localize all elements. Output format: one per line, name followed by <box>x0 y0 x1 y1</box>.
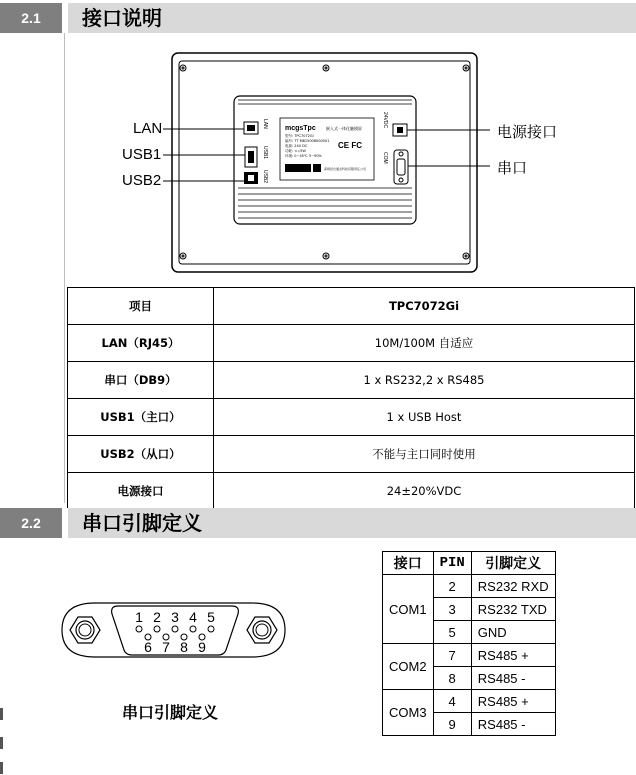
table-header-row <box>68 288 635 325</box>
table-row <box>68 436 635 473</box>
row-item: 串口（DB9） <box>68 362 214 399</box>
definition-cell: GND <box>471 621 555 644</box>
port-cell: COM3 <box>383 690 434 736</box>
pin-number: 8 <box>180 639 188 655</box>
db9-caption: 串口引脚定义 <box>122 703 219 722</box>
com-port-text: COM <box>382 152 388 164</box>
pin-number: 5 <box>207 609 215 625</box>
row-item: USB1（主口） <box>68 399 214 436</box>
row-item: USB2（从口） <box>68 436 214 473</box>
header-port: 接口 <box>383 552 434 575</box>
table-row <box>383 690 556 713</box>
pin-number: 2 <box>153 609 161 625</box>
definition-cell: RS485 + <box>471 644 555 667</box>
section-header-2-1 <box>0 3 636 33</box>
section-accent <box>62 3 68 33</box>
pin-number: 9 <box>198 639 206 655</box>
section-header-2-2 <box>0 508 636 538</box>
port-cell: COM1 <box>383 575 434 644</box>
sticker-line: 电源: 24V DC <box>285 144 308 148</box>
section-title: 串口引脚定义 <box>82 511 202 535</box>
pin-cell: 2 <box>433 575 471 598</box>
pin-definition-table <box>382 551 556 736</box>
pin-cell: 4 <box>433 690 471 713</box>
pin-cell: 7 <box>433 644 471 667</box>
usb2-label: USB2 <box>122 172 162 189</box>
cert-marks: CE FC <box>338 141 362 150</box>
header-value: TPC7072Gi <box>214 288 635 325</box>
row-value: 不能与主口同时使用 <box>214 436 635 473</box>
table-row <box>383 575 556 598</box>
pin-number: 3 <box>171 609 179 625</box>
definition-cell: RS485 - <box>471 713 555 736</box>
table-row <box>68 399 635 436</box>
sticker-line: 环境: 0~45℃ 5~90% <box>285 154 322 158</box>
power-label: 电源接口 <box>497 123 558 141</box>
usb1-label: USB1 <box>122 146 162 163</box>
section-number: 2.1 <box>0 3 62 33</box>
sticker-brand: mcgsTpc <box>285 125 316 132</box>
table-row <box>68 362 635 399</box>
row-item: LAN（RJ45） <box>68 325 214 362</box>
serial-label: 串口 <box>497 159 528 177</box>
sticker-line: 编号: TT M815008000001 <box>285 139 330 143</box>
com-port-icon <box>394 150 408 184</box>
header-item: 项目 <box>68 288 214 325</box>
pin-cell: 8 <box>433 667 471 690</box>
header-pin: PIN <box>433 552 471 575</box>
table-row <box>68 325 635 362</box>
definition-cell: RS232 RXD <box>471 575 555 598</box>
pin-cell: 9 <box>433 713 471 736</box>
port-cell: COM2 <box>383 644 434 690</box>
section-accent <box>62 508 68 538</box>
usb2-port-text: USB2 <box>262 170 268 184</box>
usb1-port-text: USB1 <box>262 146 268 160</box>
right-nut-icon <box>247 617 277 643</box>
pin-number: 4 <box>189 609 197 625</box>
pin-cell: 5 <box>433 621 471 644</box>
spec-table <box>67 287 635 510</box>
section-number: 2.2 <box>0 508 62 538</box>
pin-number: 6 <box>144 639 152 655</box>
pin-number: 7 <box>162 639 170 655</box>
row-value: 24±20%VDC <box>214 473 635 510</box>
sticker-line: 功耗: <=5W <box>285 149 306 153</box>
table-row <box>383 644 556 667</box>
row-value: 1 x USB Host <box>214 399 635 436</box>
table-row <box>68 473 635 510</box>
power-port-text: 24VDC <box>382 112 388 129</box>
lan-port-text: LAN <box>262 119 268 129</box>
margin-mark <box>0 708 3 720</box>
pin-number: 1 <box>135 609 143 625</box>
sticker-subtitle: 嵌入式一体化触摸屏 <box>326 126 362 131</box>
db9-connector-figure <box>0 590 300 680</box>
row-value: 1 x RS232,2 x RS485 <box>214 362 635 399</box>
barcode <box>285 164 311 172</box>
definition-cell: RS232 TXD <box>471 598 555 621</box>
table-header-row <box>383 552 556 575</box>
definition-cell: RS485 + <box>471 690 555 713</box>
margin-mark <box>0 737 3 749</box>
lan-label: LAN <box>133 120 163 137</box>
left-nut-icon <box>70 617 100 643</box>
device-rear-figure <box>0 40 636 280</box>
header-definition: 引脚定义 <box>471 552 555 575</box>
pin-cell: 3 <box>433 598 471 621</box>
sticker-footer: 深圳昆仑通态科技有限责任公司 <box>324 167 367 171</box>
sticker-line: 型号: TPC7072Gi <box>285 134 314 138</box>
section-title: 接口说明 <box>82 6 162 30</box>
row-value: 10M/100M 自适应 <box>214 325 635 362</box>
definition-cell: RS485 - <box>471 667 555 690</box>
row-item: 电源接口 <box>68 473 214 510</box>
margin-mark <box>0 762 3 774</box>
